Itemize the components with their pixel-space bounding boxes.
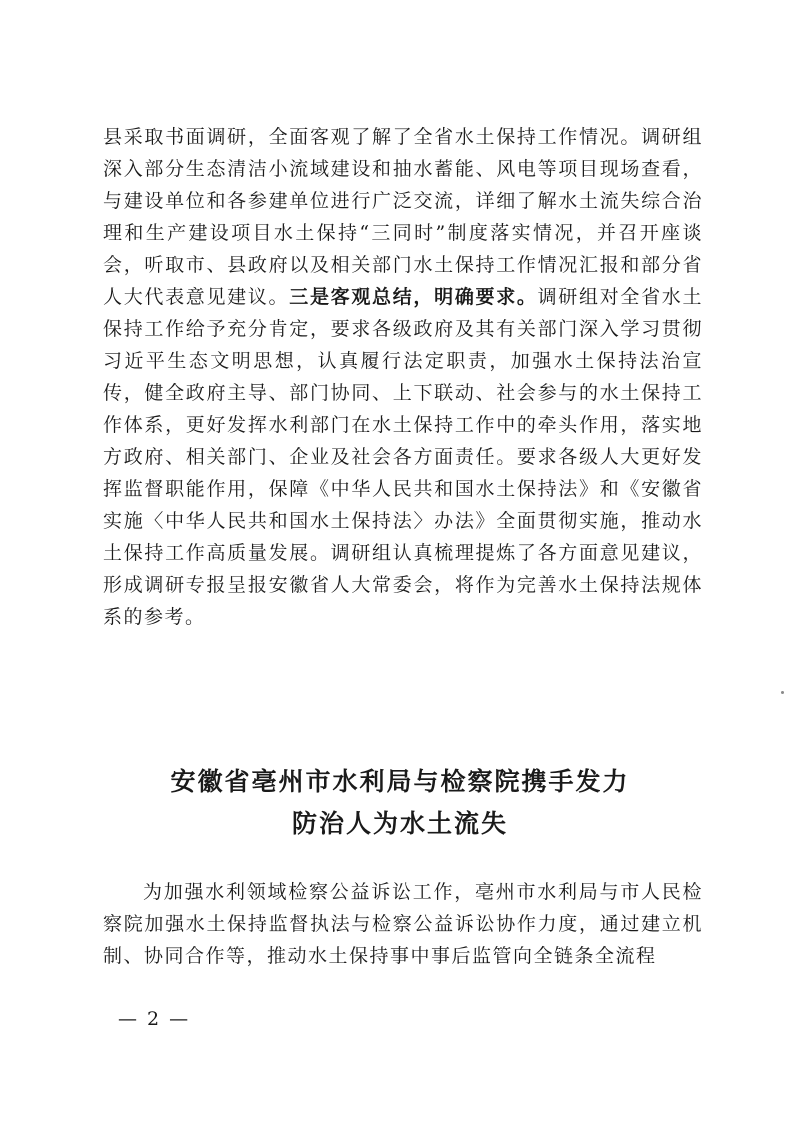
scan-artifact-dot [781,691,784,694]
paragraph-text: 县采取书面调研，全面客观了解了全省水土保持工作情况。调研组深入部分生态清洁小流域建设和抽水蓄能、风电等项目现场查看，与建设单位和各参建单位进行广泛交流，详细了解水土流失综合治理和生产建设项目水土保持“三同时”制度落实情况，并召开座谈会，听取市、县政府以及相关部门水土保持工作情况汇报和部分省人大代表意见建议。 [103,126,703,308]
bold-summary-heading: 三是客观总结，明确要求。 [289,286,538,308]
article-title-line-1: 安徽省亳州市水利局与检察院携手发力 [170,767,630,796]
article-title-line-2: 防治人为水土流失 [291,809,508,838]
paragraph-text-continued: 调研组对全省水土保持工作给予充分肯定，要求各级政府及其有关部门深入学习贯彻习近平生态文明思想，认真履行法定职责，加强水土保持法治宣传，健全政府主导、部门协同、上下联动、社会参与的水土保持工作体系，更好发挥水利部门在水土保持工作中的牵头作用，落实地方政府、相关部门、企业及社会各方面责任。要求各级人大更好发挥监督职能作用，保障《中华人民共和国水土保持法》和《安徽省实施〈中华人民共和国水土保持法〉办法》全面贯彻实施，推动水土保持工作高质量发展。调研组认真梳理提炼了各方面意见建议，形成调研专报呈报安徽省人大常委会，将作为完善水土保持法规体系的参考。 [103,286,703,628]
page-number: — 2 — [118,1008,191,1030]
article-body-paragraph: 为加强水利领域检察公益诉讼工作，亳州市水利局与市人民检察院加强水土保持监督执法与检察公益诉讼协作力度，通过建立机制、协同合作等，推动水土保持事中事后监管向全链条全流程 [103,881,703,967]
body-paragraph [103,121,703,633]
